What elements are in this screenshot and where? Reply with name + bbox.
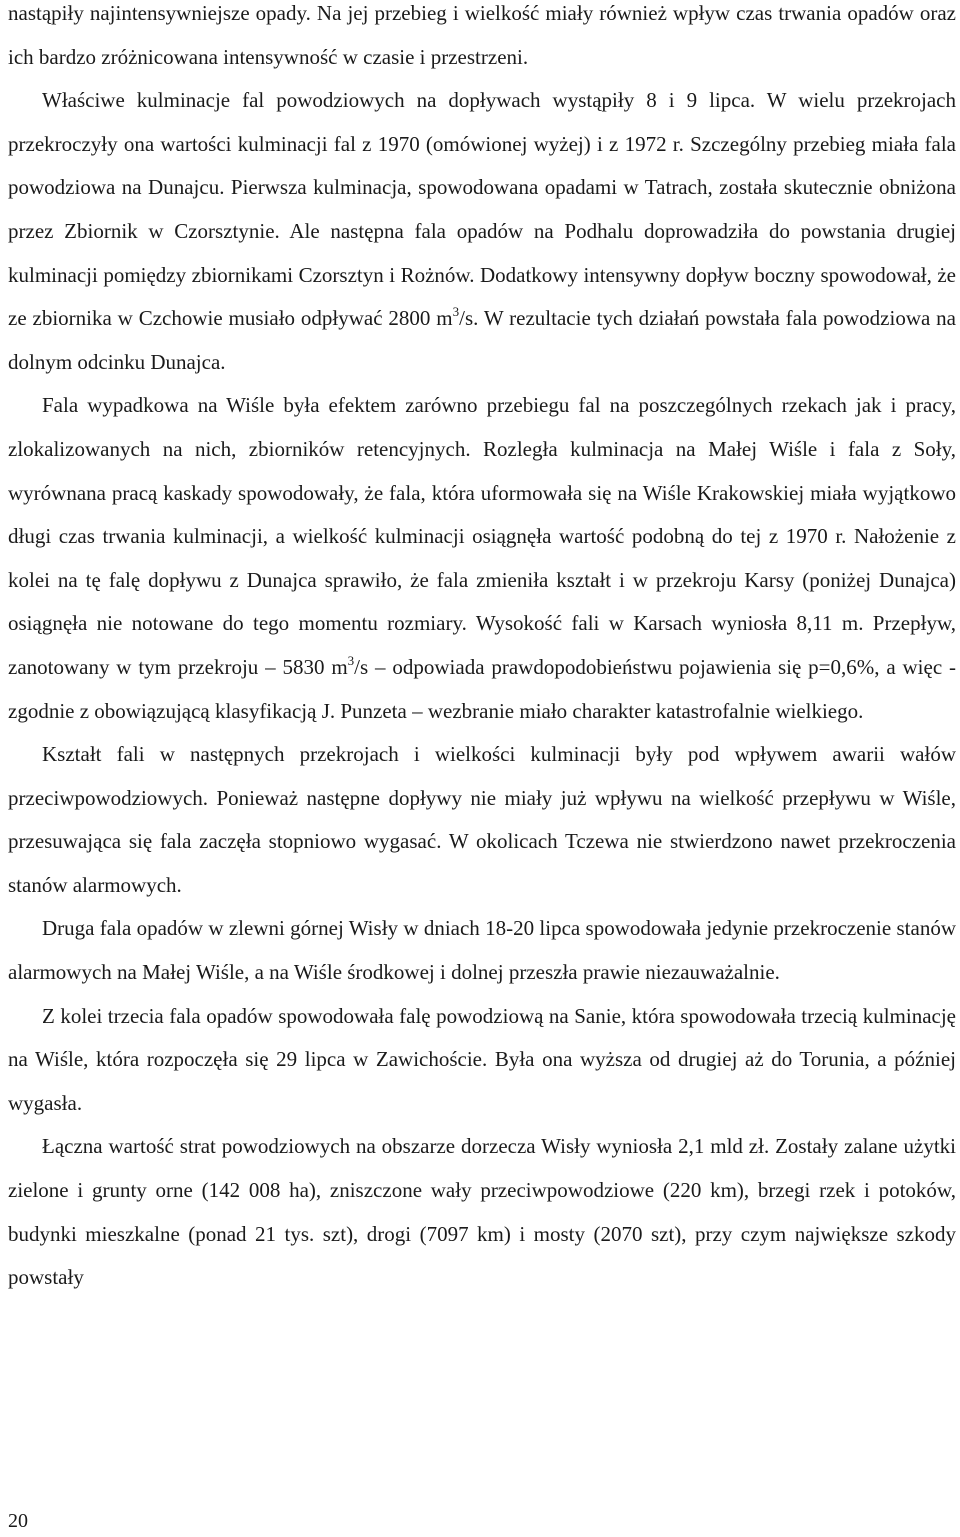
- paragraph-text: Druga fala opadów w zlewni górnej Wisły w dniach 18-20 lipca spowodowała jedynie przekroczenie stanów alarmowych na Małej Wiśle, a na Wiśle środkowej i dolnej przeszła prawie niezauważalnie.: [8, 916, 956, 985]
- paragraph-text: Kształt fali w następnych przekrojach i wielkości kulminacji były pod wpływem awarii wałów przeciwpowodziowych. Ponieważ następne dopływy nie miały już wpływu na wielkość przepływu w Wiśle, przesuwająca się fala zaczęła stopniowo wygasać. W okolicach Tczewa nie stwierdzono nawet przekroczenia stanów alarmowych.: [8, 742, 956, 897]
- paragraph-second-wave: [8, 907, 956, 994]
- paragraph-text: Z kolei trzecia fala opadów spowodowała falę powodziową na Sanie, która spowodowała trzecią kulminację na Wiśle, która rozpoczęła się 29 lipca w Zawichoście. Była ona wyższa od drugiej aż do Torunia, a później wygasła.: [8, 1003, 956, 1115]
- page-number: 20: [8, 1510, 28, 1532]
- paragraph-text: /s – odpowiada prawdopodobieństwu pojawienia się p=0,6%, a więc - zgodnie z obowiązującą klasyfikacją J. Punzeta – wezbranie miało charakter katastrofalnie wielkiego.: [8, 654, 956, 723]
- paragraph-embankment-failures: [8, 733, 956, 907]
- paragraph-text: /s. W rezultacie tych działań powstała fala powodziowa na dolnym odcinku Dunajca.: [8, 306, 957, 374]
- document-page: [8, 0, 956, 1300]
- paragraph-text: nastąpiły najintensywniejsze opady. Na jej przebieg i wielkość miały również wpływ czas trwania opadów oraz ich bardzo zróżnicowana intensywność w czasie i przestrzeni.: [8, 1, 956, 69]
- paragraph-vistula-wave: [8, 384, 956, 733]
- superscript: 3: [452, 304, 460, 320]
- paragraph-text: Właściwe kulminacje fal powodziowych na dopływach wystąpiły 8 i 9 lipca. W wielu przekrojach przekroczyły ona wartości kulminacji fal z 1970 (omówionej wyżej) i z 1972 r. Szczególny przebieg miała fala powodziowa na Dunajcu. Pierwsza kulminacja, spowodowana opadami w Tatrach, została skutecznie obniżona przez Zbiornik w Czorsztynie. Ale następna fala opadów na Podhalu doprowadziła do powstania drugiej kulminacji pomiędzy zbiornikami Czorsztyn i Rożnów. Dodatkowy intensywny dopływ boczny spowodował, że ze zbiornika w Czchowie musiało odpływać 2800 m: [8, 88, 956, 331]
- paragraph-third-wave: [8, 995, 956, 1126]
- paragraph-text: Fala wypadkowa na Wiśle była efektem zarówno przebiegu fal na poszczególnych rzekach jak i pracy, zlokalizowanych na nich, zbiorników retencyjnych. Rozległa kulminacja na Małej Wiśle i fala z Soły, wyrównana pracą kaskady spowodowały, że fala, która uformowała się na Wiśle Krakowskiej miała wyjątkowo długi czas trwania kulminacji, a wielkość kulminacji osiągnęła wartość podobną do tej z 1970 r. Nałożenie z kolei na tę falę dopływu z Dunajca sprawiło, że fala zmieniła kształt i w przekroju Karsy (poniżej Dunajca) osiągnęła nie notowane do tego momentu rozmiary. Wysokość fali w Karsach wyniosła 8,11 m. Przepływ, zanotowany w tym przekroju – 5830 m: [8, 393, 956, 679]
- paragraph-text: Łączna wartość strat powodziowych na obszarze dorzecza Wisły wyniosła 2,1 mld zł. Zostały zalane użytki zielone i grunty orne (142 008 ha), zniszczone wały przeciwpowodziowe (220 km), brzegi rzek i potoków, budynki mieszkalne (ponad 21 tys. szt), drogi (7097 km) i mosty (2070 szt), przy czym największe szkody powstały: [8, 1134, 956, 1290]
- paragraph-dunajec-flood: [8, 79, 956, 384]
- superscript: 3: [347, 652, 355, 668]
- paragraph-continuation: [8, 0, 956, 79]
- paragraph-flood-losses: [8, 1125, 956, 1299]
